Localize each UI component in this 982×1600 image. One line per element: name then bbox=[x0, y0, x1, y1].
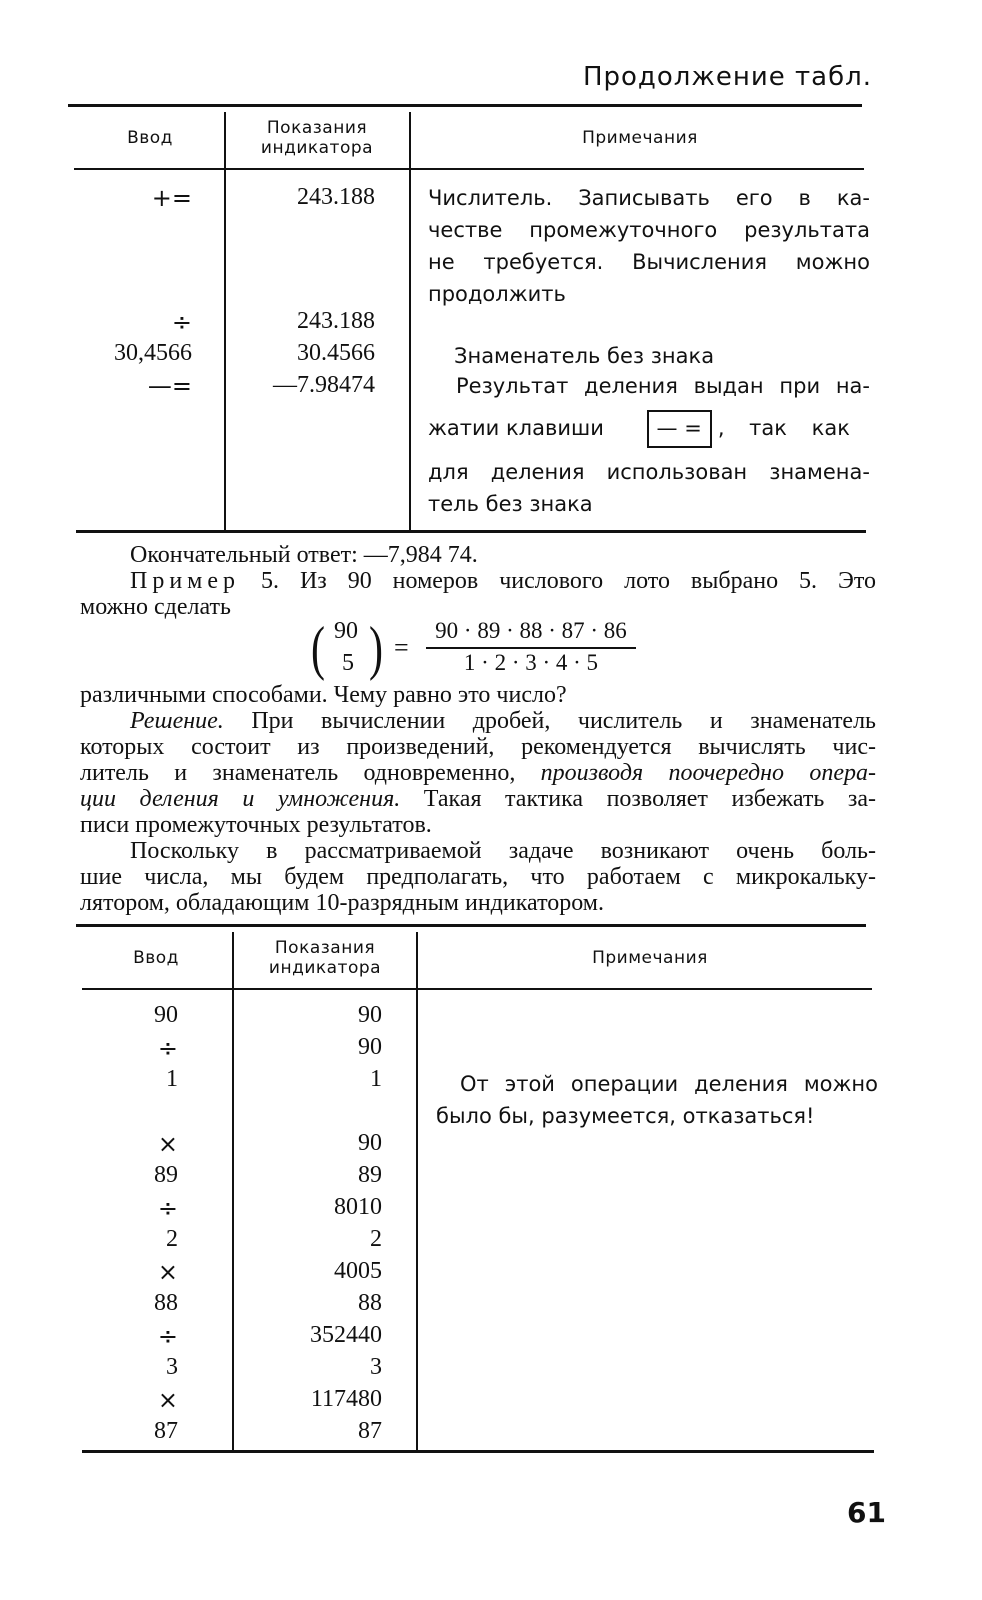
table-1-input-cell: —= bbox=[147, 372, 192, 400]
table-2-header-rule bbox=[82, 988, 872, 990]
table-2-input-cell: × bbox=[157, 1386, 178, 1414]
minus-equals-key-icon: — = bbox=[647, 410, 712, 448]
solution-line bbox=[80, 708, 876, 734]
example-text-2: можно сделать bbox=[80, 594, 231, 620]
table-2-input-cell: ÷ bbox=[157, 1194, 178, 1222]
note-line: продолжить bbox=[428, 282, 566, 306]
table-2-input-cell: × bbox=[157, 1130, 178, 1158]
solution-emphasis: ции деления и умножения. bbox=[80, 786, 401, 812]
after-formula: различными способами. Чему равно это число? bbox=[80, 682, 567, 708]
example-text: 5. Из 90 номеров числового лото выбрано 5. Это bbox=[260, 568, 877, 594]
solution-text: литель и знаменатель одновременно, bbox=[80, 760, 516, 786]
table-1-header-input: Ввод bbox=[127, 128, 173, 148]
right-paren-icon: ) bbox=[368, 615, 383, 681]
table-1-display-cell: 30.4566 bbox=[297, 340, 375, 366]
table-2-input-cell: 90 bbox=[154, 1002, 178, 1028]
table-2-input-cell: 1 bbox=[166, 1066, 178, 1092]
note-line: тель без знака bbox=[428, 492, 593, 516]
table-1-display-cell: —7.98474 bbox=[273, 372, 375, 398]
table-2-display-cell: 90 bbox=[358, 1002, 382, 1028]
fraction-bar bbox=[426, 647, 636, 649]
table-1-display-cell: 243.188 bbox=[297, 184, 375, 210]
table-2-top-rule bbox=[76, 924, 866, 927]
table-1-top-rule bbox=[68, 104, 862, 107]
table-2-display-cell: 90 bbox=[358, 1034, 382, 1060]
solution-text: При вычислении дробей, числитель и знаменатель bbox=[251, 708, 877, 734]
fraction-denominator: 1 · 2 · 3 · 4 · 5 bbox=[463, 650, 599, 675]
note-line: От этой операции деления можно bbox=[460, 1072, 878, 1096]
table-1-input-cell: 30,4566 bbox=[114, 340, 192, 366]
table-1-header-rule bbox=[74, 168, 864, 170]
table-2-display-cell: 4005 bbox=[334, 1258, 382, 1284]
table-1-note-result bbox=[428, 370, 870, 520]
solution-text: писи промежуточных результатов. bbox=[80, 812, 432, 838]
example-label: Пример bbox=[130, 568, 241, 594]
table-2-note bbox=[436, 1068, 878, 1132]
table-2-input-cell: 88 bbox=[154, 1290, 178, 1316]
table-2-input-cell: 3 bbox=[166, 1354, 178, 1380]
table-1-display-cell: 243.188 bbox=[297, 308, 375, 334]
table-1-note-denominator: Знаменатель без знака bbox=[454, 344, 715, 368]
table-1-header-display-line2: индикатора bbox=[260, 138, 374, 158]
table-2-display-cell: 8010 bbox=[334, 1194, 382, 1220]
paragraph-3-line: шие числа, мы будем предполагать, что работаем с микрокальку- bbox=[80, 864, 876, 890]
table-1-header-notes: Примечания bbox=[582, 128, 698, 148]
table-2-header-display-line2: индикатора bbox=[268, 958, 382, 978]
table-2-header-notes: Примечания bbox=[592, 948, 708, 968]
table-2-display-cell: 3 bbox=[370, 1354, 382, 1380]
note-line: для деления использован знамена- bbox=[428, 460, 870, 484]
solution-label: Решение. bbox=[130, 708, 224, 734]
page-number: 61 bbox=[847, 1496, 886, 1529]
table-2-display-cell: 117480 bbox=[310, 1386, 382, 1412]
table-2-input-cell: × bbox=[157, 1258, 178, 1286]
solution-text: Такая тактика позволяет избежать за- bbox=[423, 786, 877, 812]
binomial-top: 90 bbox=[334, 618, 358, 644]
paragraph-3-line: лятором, обладающим 10-разрядным индикатором. bbox=[80, 890, 604, 916]
fraction-numerator: 90 · 89 · 88 · 87 · 86 bbox=[435, 618, 627, 643]
table-2-display-cell: 88 bbox=[358, 1290, 382, 1316]
body-text-2 bbox=[80, 682, 876, 916]
example-line bbox=[80, 568, 876, 594]
note-line: Результат деления выдан при на- bbox=[456, 374, 870, 398]
note-line: не требуется. Вычисления можно bbox=[428, 250, 870, 274]
table-2-bottom-rule bbox=[82, 1450, 874, 1453]
note-line-with-key bbox=[428, 410, 870, 448]
equals-sign: = bbox=[394, 633, 409, 662]
note-line: было бы, разумеется, отказаться! bbox=[436, 1104, 815, 1128]
table-2-display-cell: 90 bbox=[358, 1130, 382, 1156]
table-1-col-divider-2 bbox=[409, 112, 411, 532]
table-2-header-display-line1: Показания bbox=[274, 938, 376, 958]
solution-emphasis: производя поочередно опера- bbox=[540, 760, 876, 786]
table-1-header-display-line1: Показания bbox=[266, 118, 368, 138]
solution-line bbox=[80, 786, 876, 812]
table-1-input-cell: ÷ bbox=[171, 308, 192, 336]
table-1-input-cell: += bbox=[151, 184, 192, 212]
table-1-header-display bbox=[232, 118, 402, 158]
body-text bbox=[80, 542, 876, 620]
table-2-display-cell: 1 bbox=[370, 1066, 382, 1092]
solution-line bbox=[80, 760, 876, 786]
table-2-header-input: Ввод bbox=[133, 948, 179, 968]
paragraph-3-line: Поскольку в рассматриваемой задаче возникают очень боль- bbox=[130, 838, 876, 864]
continuation-label: Продолжение табл. bbox=[582, 62, 872, 92]
table-2-input-cell: ÷ bbox=[157, 1322, 178, 1350]
table-1-bottom-rule bbox=[76, 530, 866, 533]
table-2-input-cell: 89 bbox=[154, 1162, 178, 1188]
table-2-display-cell: 2 bbox=[370, 1226, 382, 1252]
note-line: Числитель. Записывать его в ка- bbox=[428, 186, 870, 210]
note-text: жатии клавиши bbox=[428, 416, 604, 440]
table-2-display-cell: 352440 bbox=[310, 1322, 382, 1348]
table-2-input-cell: 87 bbox=[154, 1418, 178, 1444]
table-1-note-numerator bbox=[428, 182, 870, 310]
note-text: , так как bbox=[717, 416, 850, 440]
note-line: честве промежуточного результата bbox=[428, 218, 870, 242]
solution-text: которых состоит из произведений, рекомендуется вычислять чис- bbox=[80, 734, 876, 760]
table-2-input-cell: ÷ bbox=[157, 1034, 178, 1062]
binomial-bottom: 5 bbox=[342, 650, 354, 676]
table-2-header-display bbox=[240, 938, 410, 978]
table-2-display-cell: 89 bbox=[358, 1162, 382, 1188]
left-paren-icon: ( bbox=[310, 615, 325, 681]
table-2-col-divider-2 bbox=[416, 932, 418, 1450]
table-2-input-cell: 2 bbox=[166, 1226, 178, 1252]
table-2-display-cell: 87 bbox=[358, 1418, 382, 1444]
final-answer: Окончательный ответ: —7,984 74. bbox=[130, 542, 478, 568]
